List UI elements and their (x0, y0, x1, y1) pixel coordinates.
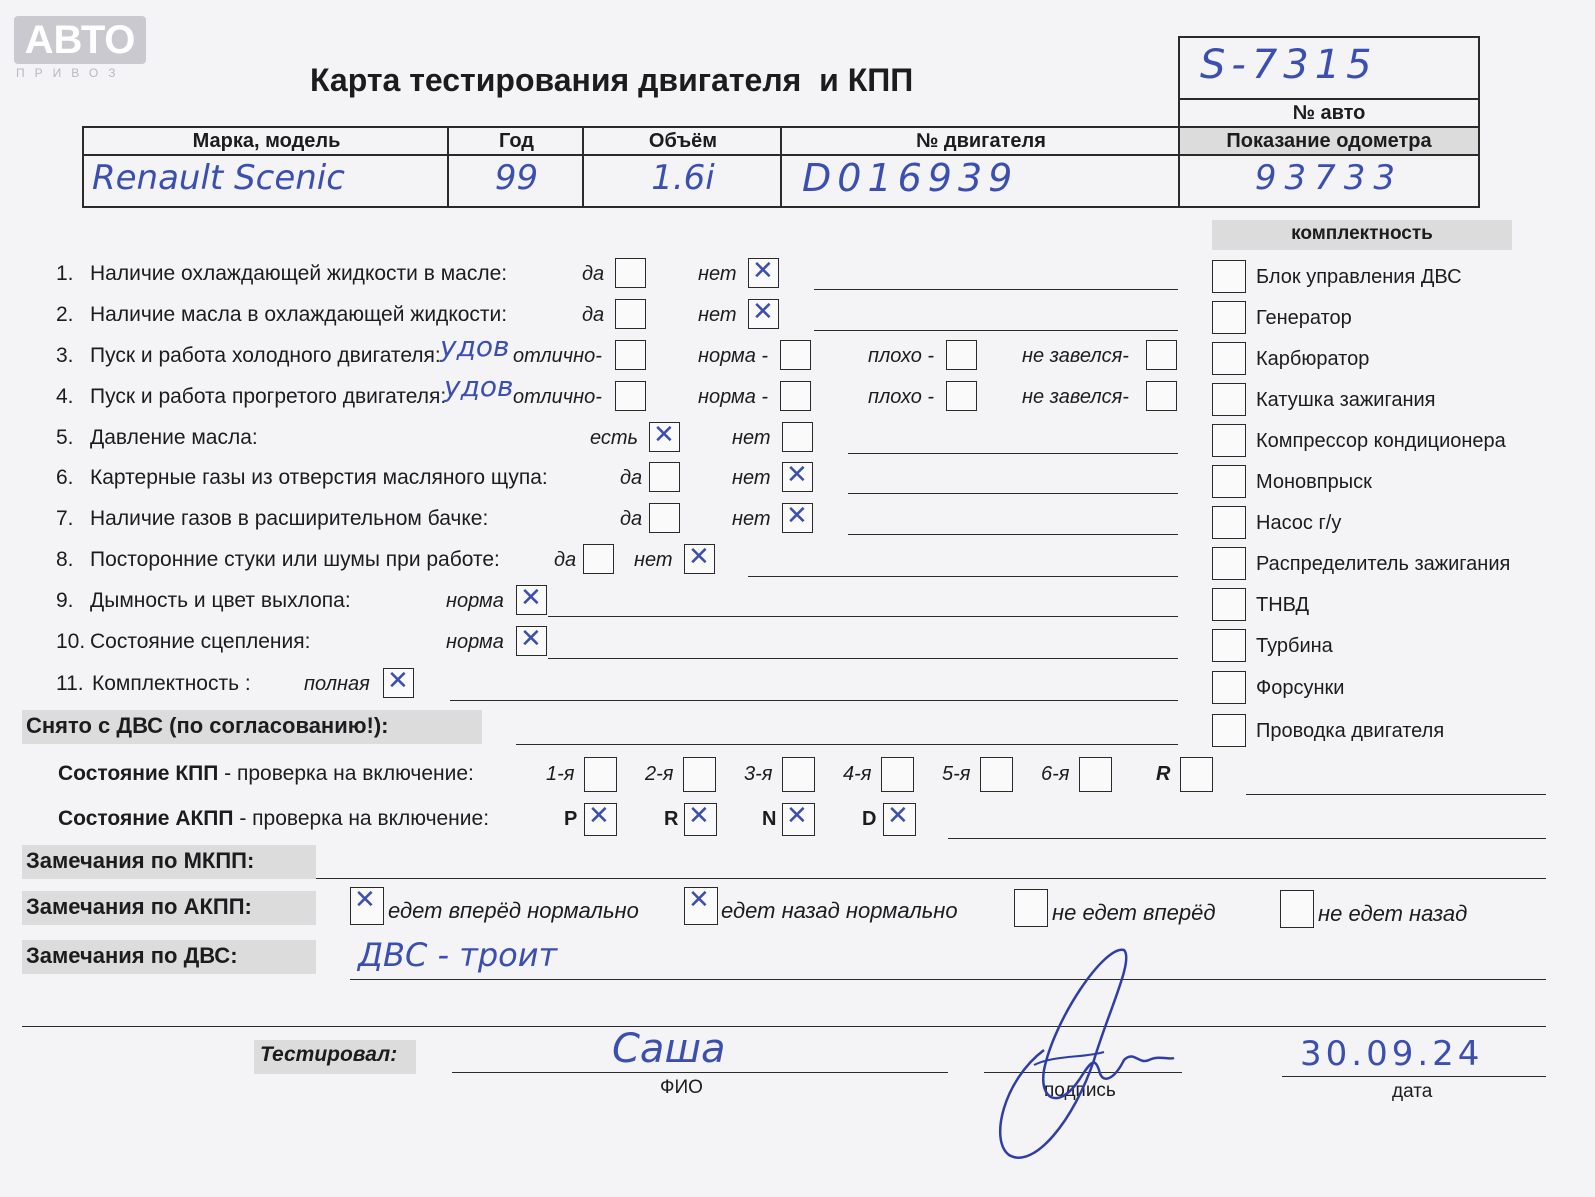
akpp-backward-ok-checkbox[interactable] (684, 887, 718, 925)
q8-no-label: нет (634, 549, 673, 571)
kit-injection-pump-checkbox[interactable] (1212, 588, 1246, 621)
akpp-notes-line (948, 838, 1546, 839)
gear-r-checkbox[interactable] (1180, 757, 1213, 792)
akpp-backward-ok-label: едет назад нормально (721, 898, 958, 923)
col-engine-number: № двигателя (916, 130, 1046, 152)
q11-text: Комплектность : (92, 672, 251, 695)
q7-no-checkbox[interactable] (782, 503, 813, 533)
q7-notes-line (848, 534, 1178, 535)
q4-note: удов (444, 370, 514, 403)
q8-no-checkbox[interactable] (684, 544, 715, 574)
akpp-label-rest: - проверка на включение: (233, 807, 490, 830)
akpp-forward-ok-label: едет вперёд нормально (388, 898, 639, 923)
kit-ps-pump-label: Насос г/у (1256, 512, 1342, 534)
q4-no-start-checkbox[interactable] (1146, 381, 1177, 411)
mode-n-checkbox[interactable] (782, 803, 815, 836)
q11-number: 11. (56, 672, 84, 695)
col-odometer: Показание одометра (1226, 130, 1432, 152)
q2-no-checkbox[interactable] (748, 299, 779, 329)
kit-distributor-checkbox[interactable] (1212, 547, 1246, 580)
remarks-dvs-line-2 (22, 1026, 1546, 1027)
kpp-label (58, 762, 474, 786)
akpp-label-bold: Состояние АКПП (58, 807, 234, 830)
kit-injection-pump-label: ТНВД (1256, 594, 1310, 616)
q4-normal-checkbox[interactable] (780, 381, 811, 411)
q6-no-label: нет (732, 467, 771, 489)
q3-note: удов (440, 330, 510, 363)
q7-yes-checkbox[interactable] (649, 503, 680, 533)
date-line (1282, 1076, 1546, 1077)
remarks-dvs-label: Замечания по ДВС: (26, 943, 238, 968)
date-value: 30.09.24 (1300, 1034, 1484, 1074)
gear-r-label: R (1156, 763, 1171, 785)
q4-bad-checkbox[interactable] (946, 381, 977, 411)
tested-label: Тестировал: (260, 1043, 398, 1066)
q3-excellent-checkbox[interactable] (615, 340, 646, 370)
gear-1-checkbox[interactable] (584, 757, 617, 792)
q7-yes-label: да (620, 508, 643, 530)
kpp-label-bold: Состояние КПП (58, 762, 219, 785)
q2-notes-line (814, 330, 1178, 331)
col-year: Год (499, 130, 534, 152)
page-title: Карта тестирования двигателя и КПП (310, 62, 914, 98)
q6-text: Картерные газы из отверстия масляного щупа: (90, 466, 548, 489)
kit-wiring-label: Проводка двигателя (1256, 720, 1445, 742)
q6-notes-line (848, 493, 1178, 494)
odometer-value: 93733 (1254, 158, 1404, 198)
removed-label: Снято с ДВС (по согласованию!): (26, 713, 389, 738)
q1-yes-label: да (582, 263, 605, 285)
date-label: дата (1392, 1081, 1433, 1102)
card-id-value: S-7315 (1200, 42, 1378, 88)
gear-6-checkbox[interactable] (1079, 757, 1112, 792)
kit-ignition-coil-checkbox[interactable] (1212, 383, 1246, 416)
kit-turbo-label: Турбина (1256, 635, 1333, 657)
q11-full-label: полная (304, 673, 370, 695)
q7-no-label: нет (732, 508, 771, 530)
kit-carburetor-label: Карбюратор (1256, 348, 1370, 370)
kit-injectors-label: Форсунки (1256, 677, 1345, 699)
q6-no-checkbox[interactable] (782, 462, 813, 492)
logo (14, 16, 146, 64)
akpp-no-backward-label: не едет назад (1318, 901, 1468, 926)
q4-opt-excellent: отлично- (513, 386, 602, 408)
q2-number: 2. (56, 303, 74, 326)
mode-p-label: P (564, 808, 578, 830)
q4-excellent-checkbox[interactable] (615, 381, 646, 411)
q11-full-checkbox[interactable] (383, 668, 414, 698)
q4-opt-normal: норма - (698, 386, 769, 408)
gear-2-checkbox[interactable] (683, 757, 716, 792)
q3-opt-bad: плохо - (868, 345, 935, 367)
q10-notes-line (548, 658, 1178, 659)
remarks-dvs-value: ДВС - троит (358, 936, 558, 974)
q10-number: 10. (56, 630, 86, 653)
kit-mono-injection-label: Моновпрыск (1256, 471, 1372, 493)
col-volume: Объём (648, 130, 718, 152)
q6-yes-label: да (620, 467, 643, 489)
q5-notes-line (848, 453, 1178, 454)
q3-text: Пуск и работа холодного двигателя: (90, 344, 441, 367)
mode-d-label: D (862, 808, 877, 830)
q3-bad-checkbox[interactable] (946, 340, 977, 370)
q1-text: Наличие охлаждающей жидкости в масле: (90, 262, 508, 285)
q8-notes-line (748, 576, 1178, 577)
fio-line (452, 1072, 948, 1073)
kit-distributor-label: Распределитель зажигания (1256, 553, 1511, 575)
q5-yes-label: есть (590, 427, 639, 449)
q5-yes-checkbox[interactable] (649, 422, 680, 452)
q10-norm-checkbox[interactable] (516, 626, 547, 656)
q3-opt-normal: норма - (698, 345, 769, 367)
q7-number: 7. (56, 507, 74, 530)
q8-text: Посторонние стуки или шумы при работе: (90, 548, 500, 571)
q3-normal-checkbox[interactable] (780, 340, 811, 370)
q6-yes-checkbox[interactable] (649, 462, 680, 492)
q1-no-label: нет (698, 263, 737, 285)
q2-no-label: нет (698, 304, 737, 326)
kit-wiring-checkbox[interactable] (1212, 714, 1246, 747)
akpp-no-backward-checkbox[interactable] (1280, 890, 1314, 928)
kit-mono-injection-checkbox[interactable] (1212, 465, 1246, 498)
header-table (82, 126, 1480, 208)
akpp-no-forward-checkbox[interactable] (1014, 889, 1048, 927)
q8-number: 8. (56, 548, 74, 571)
q1-yes-checkbox[interactable] (615, 258, 646, 288)
q3-no-start-checkbox[interactable] (1146, 340, 1177, 370)
kpp-label-rest: - проверка на включение: (218, 762, 474, 785)
kit-ecu-label: Блок управления ДВС (1256, 266, 1462, 288)
kit-ignition-coil-label: Катушка зажигания (1256, 389, 1436, 411)
kit-title: комплектность (1291, 223, 1433, 244)
col-make-model: Марка, модель (192, 130, 341, 152)
mode-d-checkbox[interactable] (883, 803, 916, 836)
mode-p-checkbox[interactable] (584, 803, 617, 836)
gear-5-checkbox[interactable] (980, 757, 1013, 792)
q8-yes-label: да (554, 549, 577, 571)
logo-text: АВТО (24, 18, 136, 62)
kit-generator-label: Генератор (1256, 307, 1352, 329)
mode-r-label: R (664, 808, 679, 830)
q10-norm-label: норма (446, 631, 504, 653)
akpp-no-forward-label: не едет вперёд (1052, 900, 1216, 925)
q10-text: Состояние сцепления: (90, 630, 311, 653)
kit-ac-compressor-label: Компрессор кондиционера (1256, 430, 1506, 452)
auto-number-label: № авто (1292, 102, 1366, 124)
year-value: 99 (494, 158, 539, 198)
akpp-label (58, 807, 489, 831)
q1-number: 1. (56, 262, 74, 285)
q2-yes-checkbox[interactable] (615, 299, 646, 329)
q9-text: Дымность и цвет выхлопа: (90, 589, 351, 612)
q5-no-checkbox[interactable] (782, 422, 813, 452)
gear-4-checkbox[interactable] (881, 757, 914, 792)
gear-6-label: 6-я (1041, 763, 1070, 785)
q5-no-label: нет (732, 427, 771, 449)
kit-ecu-checkbox[interactable] (1212, 260, 1246, 293)
signature-scribble (984, 940, 1184, 1170)
q1-notes-line (814, 289, 1178, 290)
engine-number-value: D016939 (802, 156, 1019, 200)
akpp-forward-ok-checkbox[interactable] (350, 887, 384, 925)
q5-number: 5. (56, 426, 74, 449)
card-id-box (1178, 36, 1480, 128)
remarks-mkpp-label: Замечания по МКПП: (26, 848, 255, 873)
kit-ps-pump-checkbox[interactable] (1212, 506, 1246, 539)
gear-4-label: 4-я (843, 763, 872, 785)
q3-opt-no-start: не завелся- (1022, 345, 1129, 367)
gear-2-label: 2-я (645, 763, 674, 785)
q9-number: 9. (56, 589, 74, 612)
volume-value: 1.6i (651, 158, 715, 198)
kpp-notes-line (1246, 794, 1546, 795)
tested-name: Саша (612, 1026, 726, 1072)
q4-text: Пуск и работа прогретого двигателя: (90, 385, 447, 408)
q9-norm-checkbox[interactable] (516, 585, 547, 615)
logo-subtitle: ПРИВОЗ (16, 66, 126, 80)
kit-generator-checkbox[interactable] (1212, 301, 1246, 334)
kit-injectors-checkbox[interactable] (1212, 671, 1246, 704)
signature-label: подпись (1044, 1080, 1116, 1101)
remarks-mkpp-line (316, 878, 1546, 879)
remarks-akpp-label: Замечания по АКПП: (26, 894, 252, 919)
gear-3-checkbox[interactable] (782, 757, 815, 792)
fio-label: ФИО (660, 1077, 703, 1098)
q4-opt-no-start: не завелся- (1022, 386, 1129, 408)
q4-opt-bad: плохо - (868, 386, 935, 408)
mode-n-label: N (762, 808, 777, 830)
q2-yes-label: да (582, 304, 605, 326)
q8-yes-checkbox[interactable] (583, 544, 614, 574)
remarks-dvs-line (350, 979, 1546, 980)
gear-1-label: 1-я (546, 763, 575, 785)
q2-text: Наличие масла в охлаждающей жидкости: (90, 303, 508, 326)
q5-text: Давление масла: (90, 426, 258, 449)
gear-3-label: 3-я (744, 763, 773, 785)
q7-text: Наличие газов в расширительном бачке: (90, 507, 489, 530)
make-model-value: Renault Scenic (92, 158, 345, 198)
q11-notes-line (450, 700, 1178, 701)
kit-carburetor-checkbox[interactable] (1212, 342, 1246, 375)
q1-no-checkbox[interactable] (748, 258, 779, 288)
mode-r-checkbox[interactable] (684, 803, 717, 836)
q4-number: 4. (56, 385, 74, 408)
q3-number: 3. (56, 344, 74, 367)
kit-turbo-checkbox[interactable] (1212, 629, 1246, 662)
q9-norm-label: норма (446, 590, 504, 612)
q6-number: 6. (56, 466, 74, 489)
gear-5-label: 5-я (942, 763, 971, 785)
removed-line (516, 744, 1178, 745)
q3-opt-excellent: отлично- (513, 345, 602, 367)
q9-notes-line (548, 616, 1178, 617)
kit-ac-compressor-checkbox[interactable] (1212, 424, 1246, 457)
